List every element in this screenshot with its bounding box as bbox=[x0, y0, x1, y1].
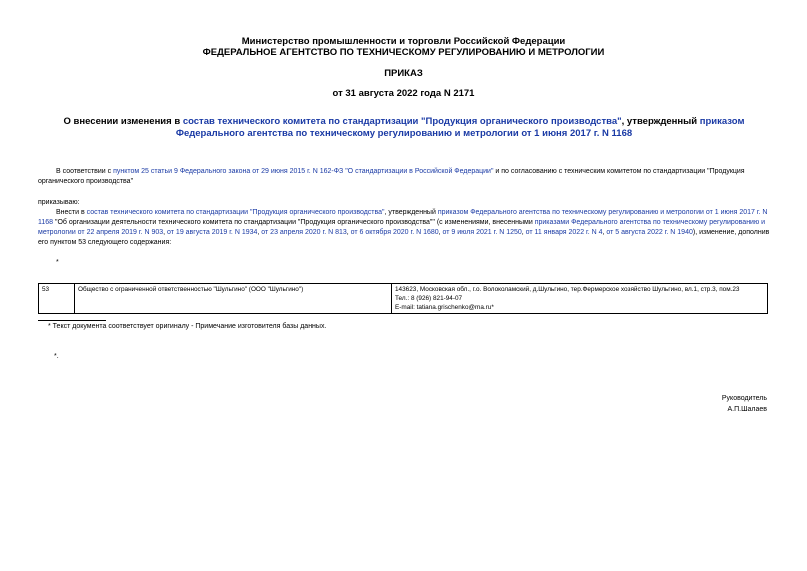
title-text-2: , утвержденный bbox=[621, 116, 700, 127]
doc-type: ПРИКАЗ bbox=[384, 68, 423, 79]
member-address: 143623, Московская обл., г.о. Волоколамский, д.Шульгино, тер.Фермерское хозяйство Шульгино, вл.1, стр.3, пом.23 bbox=[395, 286, 740, 293]
body-link-order-4[interactable]: от 11 января 2022 г. N 4 bbox=[525, 229, 603, 236]
body-link-order-1168[interactable]: приказом Федерального агентства по техническому регулированию и метрологии от 1 июня 2017 г. N 1168 bbox=[38, 209, 768, 226]
body-link-order-1250[interactable]: от 9 июля 2021 г. N 1250 bbox=[442, 229, 522, 236]
body-link-order-1934[interactable]: от 19 августа 2019 г. N 1934 bbox=[167, 229, 258, 236]
body-sep: , bbox=[438, 229, 443, 236]
order-body bbox=[38, 208, 770, 248]
member-phone: Тел.: 8 (926) 821-94-07 bbox=[395, 295, 463, 302]
body-sep: , bbox=[257, 229, 262, 236]
preamble bbox=[38, 167, 770, 187]
preamble-text-2: и по согласованию с техническим комитетом по стандартизации "Продукция органического производства" bbox=[38, 168, 745, 185]
asterisk-mark: * bbox=[56, 259, 59, 266]
member-email: E-mail: tatiana.grischenko@ma.ru* bbox=[395, 304, 494, 311]
table-row bbox=[39, 284, 768, 314]
member-contacts bbox=[392, 284, 768, 314]
title-link-order[interactable]: приказом Федерального агентства по техническому регулированию и метрологии от 1 июня 2017 г. N 1168 bbox=[175, 116, 745, 139]
preamble-text-1: В соответствии с bbox=[56, 168, 114, 175]
committee-member-table bbox=[38, 283, 768, 314]
doc-title bbox=[48, 116, 760, 140]
title-text-1: О внесении изменения в bbox=[63, 116, 183, 127]
member-number: 53 bbox=[39, 284, 75, 314]
body-text-2: , утвержденный bbox=[384, 209, 438, 216]
body-text-3: "Об организации деятельности технического комитета по стандартизации "Продукция органического производства"" (с изменениями, внесенными bbox=[53, 219, 535, 226]
signature-name: А.П.Шалаев bbox=[727, 406, 767, 413]
order-word: приказываю: bbox=[38, 199, 80, 206]
preamble-link-law[interactable]: пунктом 25 статьи 9 Федерального закона от 29 июня 2015 г. N 162-ФЗ "О стандартизации в Российской Федерации" bbox=[113, 168, 494, 175]
body-sep: , bbox=[346, 229, 351, 236]
body-link-order-1940[interactable]: от 5 августа 2022 г. N 1940 bbox=[606, 229, 693, 236]
body-link-order-813[interactable]: от 23 апреля 2020 г. N 813 bbox=[261, 229, 347, 236]
asterisk-mark-end: *. bbox=[54, 353, 59, 360]
body-sep: , bbox=[602, 229, 607, 236]
footnote-divider bbox=[38, 320, 106, 321]
ministry-name: Министерство промышленности и торговли Российской Федерации bbox=[241, 36, 566, 47]
body-link-order-903[interactable]: приказами Федерального агентства по техническому регулированию и метрологии от 22 апреля 2019 г. N 903 bbox=[38, 219, 766, 236]
body-text-4: ), изменение, дополнив его пунктом 53 следующего содержания: bbox=[38, 229, 770, 246]
body-sep: , bbox=[521, 229, 526, 236]
footnote: * Текст документа соответствует оригиналу - Примечание изготовителя базы данных. bbox=[48, 323, 327, 330]
body-link-committee[interactable]: состав технического комитета по стандартизации "Продукция органического производства" bbox=[86, 209, 385, 216]
agency-name: ФЕДЕРАЛЬНОЕ АГЕНТСТВО ПО ТЕХНИЧЕСКОМУ РЕГУЛИРОВАНИЮ И МЕТРОЛОГИИ bbox=[202, 47, 605, 58]
body-sep: , bbox=[163, 229, 168, 236]
signature-position: Руководитель bbox=[721, 395, 767, 402]
body-link-order-1680[interactable]: от 6 октября 2020 г. N 1680 bbox=[350, 229, 439, 236]
member-organization: Общество с ограниченной ответственностью "Шульгино" (ООО "Шульгино") bbox=[75, 284, 392, 314]
title-link-committee[interactable]: состав технического комитета по стандартизации "Продукция органического производства" bbox=[182, 116, 622, 127]
body-text-1: Внести в bbox=[56, 209, 87, 216]
doc-date-number: от 31 августа 2022 года N 2171 bbox=[332, 88, 475, 99]
